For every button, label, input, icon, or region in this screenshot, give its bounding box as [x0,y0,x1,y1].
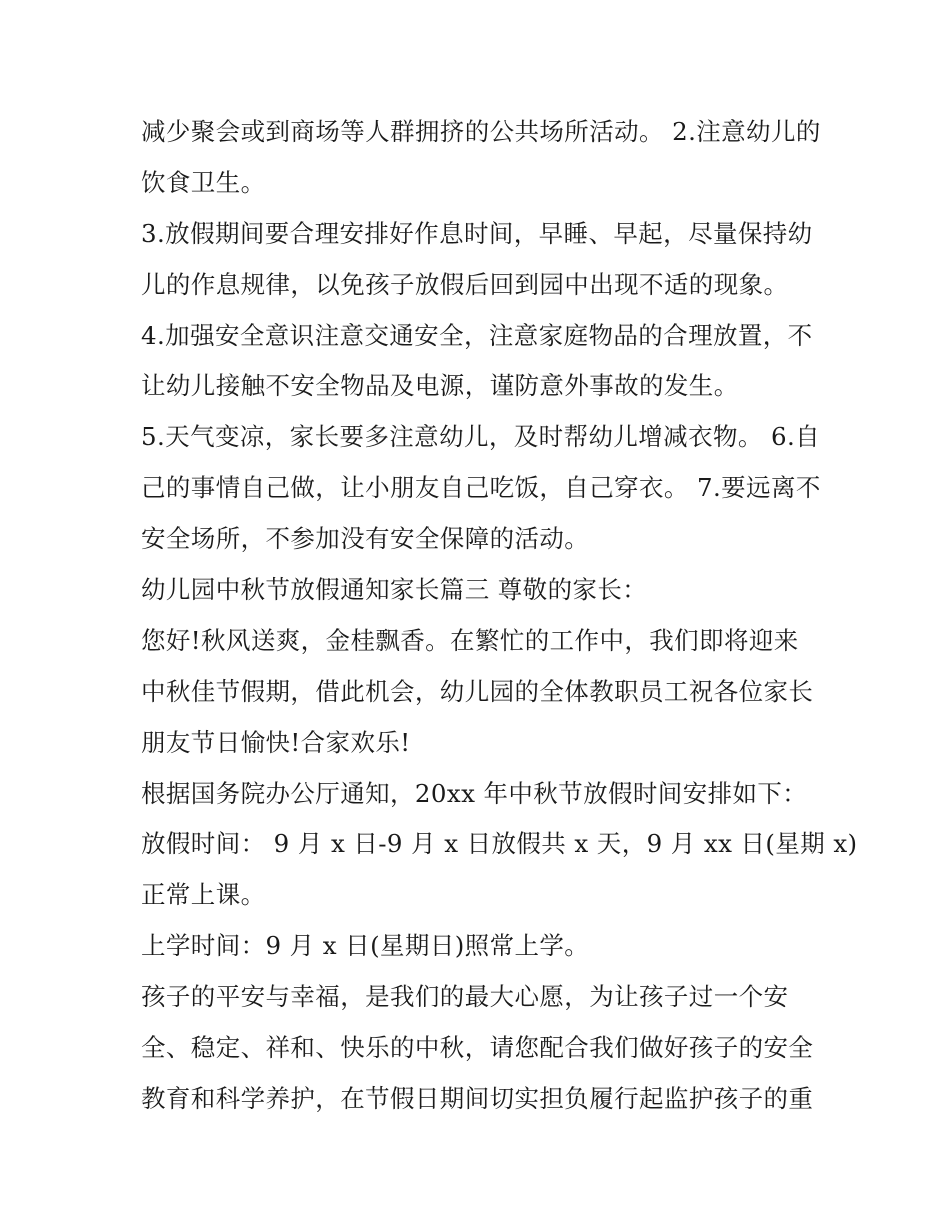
text-line: 中秋佳节假期，借此机会，幼儿园的全体教职员工祝各位家长 [141,676,814,706]
text-line: 放假时间： 9 月 x 日-9 月 x 日放假共 x 天，9 月 xx 日(星期 x) [141,829,858,859]
text-line: 根据国务院办公厅通知，20xx 年中秋节放假时间安排如下： [141,778,808,808]
text-line: 上学时间：9 月 x 日(星期日)照常上学。 [141,931,590,961]
text-line: 孩子的平安与幸福，是我们的最大心愿，为让孩子过一个安 [141,982,789,1012]
text-line: 朋友节日愉快!合家欢乐! [141,727,411,757]
text-line: 教育和科学养护，在节假日期间切实担负履行起监护孩子的重 [141,1083,814,1113]
text-line: 4.加强安全意识注意交通安全，注意家庭物品的合理放置，不 [141,320,813,350]
section-heading-line: 幼儿园中秋节放假通知家长篇三 尊敬的家长： [141,575,648,605]
text-line: 正常上课。 [141,880,266,910]
text-line: 安全场所，不参加没有安全保障的活动。 [141,524,590,554]
text-line: 3.放假期间要合理安排好作息时间，早睡、早起，尽量保持幼 [141,218,813,248]
document-body [141,107,858,1125]
text-line: 减少聚会或到商场等人群拥挤的公共场所活动。 2.注意幼儿的 [141,117,821,146]
text-line: 让幼儿接触不安全物品及电源，谨防意外事故的发生。 [141,371,739,401]
text-line: 5.天气变凉，家长要多注意幼儿，及时帮幼儿增减衣物。 6.自 [141,422,821,452]
text-line: 儿的作息规律，以免孩子放假后回到园中出现不适的现象。 [141,269,789,299]
text-line: 饮食卫生。 [141,167,266,197]
text-line: 您好!秋风送爽，金桂飘香。在繁忙的工作中，我们即将迎来 [141,625,799,655]
text-line: 己的事情自己做，让小朋友自己吃饭，自己穿衣。 7.要远离不 [141,473,821,503]
text-line: 全、稳定、祥和、快乐的中秋，请您配合我们做好孩子的安全 [141,1033,814,1063]
